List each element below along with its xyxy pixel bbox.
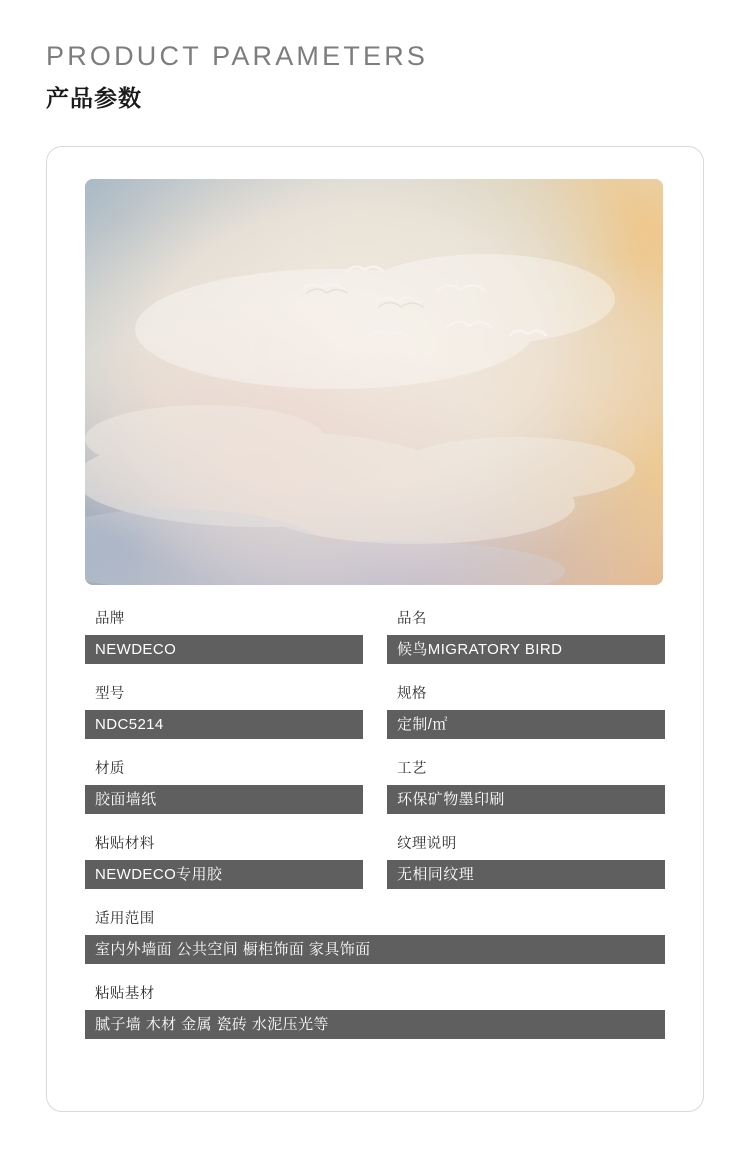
spec-row <box>85 907 665 964</box>
page-title-cn: 产品参数 <box>46 85 142 112</box>
spec-cell-application-scope <box>85 907 665 964</box>
spec-cell-process <box>387 757 665 814</box>
spec-value: NEWDECO专用胶 <box>85 860 363 889</box>
spec-cell-texture-note <box>387 832 665 889</box>
spec-row <box>85 982 665 1039</box>
spec-cell-specification <box>387 682 665 739</box>
spec-value: NEWDECO <box>85 635 363 664</box>
spec-value: 环保矿物墨印刷 <box>387 785 665 814</box>
spec-cell-material <box>85 757 363 814</box>
spec-label: 粘贴材料 <box>95 836 155 852</box>
mural-artwork <box>85 179 663 585</box>
spec-row <box>85 682 665 739</box>
spec-label: 材质 <box>95 761 125 777</box>
spec-cell-product-name <box>387 607 665 664</box>
spec-cell-adhesive <box>85 832 363 889</box>
page-header <box>0 0 750 113</box>
spec-label: 品名 <box>397 611 427 627</box>
product-image <box>85 179 663 585</box>
spec-value: 室内外墙面 公共空间 橱柜饰面 家具饰面 <box>85 935 665 964</box>
spec-value: 候鸟MIGRATORY BIRD <box>387 635 665 664</box>
spec-cell-model <box>85 682 363 739</box>
spec-value: 胶面墙纸 <box>85 785 363 814</box>
spec-cell-brand <box>85 607 363 664</box>
spec-cell-substrate <box>85 982 665 1039</box>
spec-card <box>46 146 704 1112</box>
spec-value: 定制/㎡ <box>387 710 665 739</box>
page-title-en: PRODUCT PARAMETERS <box>46 41 429 71</box>
spec-label: 纹理说明 <box>397 836 457 852</box>
spec-table <box>85 607 665 1057</box>
spec-label: 粘贴基材 <box>95 986 155 1002</box>
spec-label: 适用范围 <box>95 911 155 927</box>
spec-label: 工艺 <box>397 761 427 777</box>
spec-row <box>85 607 665 664</box>
spec-row <box>85 832 665 889</box>
spec-value: NDC5214 <box>85 710 363 739</box>
spec-value: 无相同纹理 <box>387 860 665 889</box>
spec-row <box>85 757 665 814</box>
spec-label: 品牌 <box>95 611 125 627</box>
spec-label: 型号 <box>95 686 125 702</box>
spec-label: 规格 <box>397 686 427 702</box>
spec-value: 腻子墙 木材 金属 瓷砖 水泥压光等 <box>85 1010 665 1039</box>
